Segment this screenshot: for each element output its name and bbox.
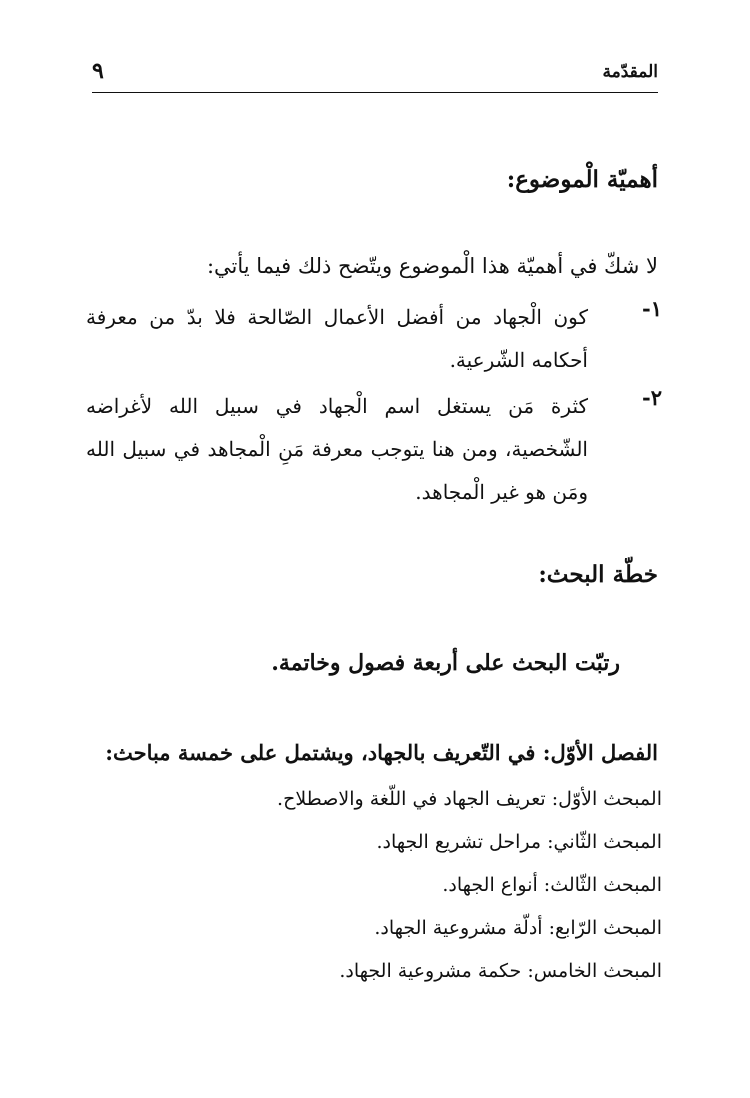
list-item	[86, 385, 662, 514]
section-item: المبحث الثّاني: مراحل تشريع الجهاد.	[376, 831, 662, 853]
page-number: ٩	[92, 58, 104, 84]
list-item-text: كثرة مَن يستغل اسم الْجهاد في سبيل الله لأغراضه الشّخصية، ومن هنا يتوجب معرفة مَنِ الْمجاهد في سبيل الله ومَن هو غير الْمجاهد.	[86, 394, 588, 504]
list-item	[86, 296, 662, 382]
chapter-title: الفصل الأوّل: في التّعريف بالجهاد، ويشتمل على خمسة مباحث:	[105, 740, 658, 765]
section-item: المبحث الثّالث: أنواع الجهاد.	[442, 874, 662, 896]
list-item-text: كون الْجهاد من أفضل الأعمال الصّالحة فلا بدّ من معرفة أحكامه الشّرعية.	[86, 305, 588, 372]
section-item: المبحث الرّابع: أدلّة مشروعية الجهاد.	[374, 917, 662, 939]
list-item-number: ١-	[642, 296, 662, 321]
importance-heading: أهميّة الْموضوع:	[506, 166, 658, 193]
section-item: المبحث الأوّل: تعريف الجهاد في اللّغة والاصطلاح.	[277, 788, 662, 810]
running-header	[92, 58, 658, 93]
importance-lead: لا شكّ في أهميّة هذا الْموضوع ويتّضح ذلك فيما يأتي:	[206, 254, 658, 278]
plan-heading: خطّة البحث:	[538, 561, 658, 588]
section-item: المبحث الخامس: حكمة مشروعية الجهاد.	[339, 960, 662, 982]
list-item-number: ٢-	[642, 385, 662, 410]
plan-intro: رتبّت البحث على أربعة فصول وخاتمة.	[271, 650, 620, 676]
header-title: المقدّمة	[602, 62, 658, 82]
